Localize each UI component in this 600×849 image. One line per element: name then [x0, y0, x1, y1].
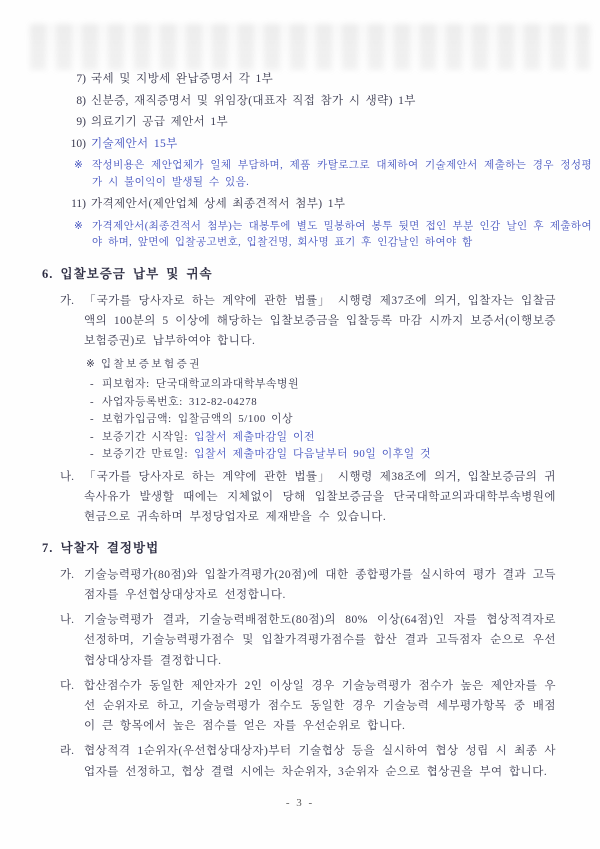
- item-text: 국세 및 지방세 완납증명서 각 1부: [91, 73, 274, 85]
- paragraph-text: 「국가를 당사자로 하는 계약에 관한 법률」 시행령 제37조에 의거, 입찰자는 입찰금액의 100분의 5 이상에 해당하는 입찰보증금을 입찰등록 마감 시까지 보증서(이행보증보험증권)로 납부하여야 합니다.: [84, 294, 556, 347]
- dash-marker: -: [90, 430, 95, 443]
- detail-label: 보증기간 시작일:: [102, 430, 189, 443]
- note-item11: [74, 219, 592, 252]
- paragraph-text: 기술능력평가(80점)와 입찰가격평가(20점)에 대한 종합평가를 실시하여 평가 결과 고득점자를 우선협상대상자로 선정합니다.: [84, 568, 556, 601]
- paragraph-ga: [60, 565, 556, 605]
- paragraph-text: 「국가를 당사자로 하는 계약에 관한 법률」 시행령 제38조에 의거, 입찰보증금의 귀속사유가 발생할 때에는 지체없이 당해 입찰보증금을 단국대학교의과대학부속병원에 현금으로 귀속하며 부정당업자로 제재받을 수 있습니다.: [84, 471, 556, 524]
- section-award-decision: [0, 541, 600, 782]
- paragraph-text: 협상적격 1순위자(우선협상대상자)부터 기술협상 등을 실시하여 협상 성립 시 최종 사업자를 선정하고, 협상 결렬 시에는 차순위자, 3순위자 순으로 협상권을 부여 합니다.: [84, 745, 556, 778]
- reference-mark-icon: ※: [74, 160, 83, 171]
- section-heading: 7. 낙찰자 결정방법: [42, 540, 160, 555]
- detail-value: 입찰서 제출마감일 다음날부터 90일 이후일 것: [194, 448, 432, 461]
- bond-detail-row: [90, 446, 600, 464]
- paragraph-label: 나.: [60, 614, 74, 627]
- scan-bleedthrough-artifact: [30, 24, 590, 70]
- bond-note-title: 입찰보증보험증권: [100, 359, 202, 371]
- detail-value: 단국대학교의과대학부속병원: [155, 378, 300, 391]
- list-item: [60, 94, 548, 108]
- paragraph-na: [60, 610, 556, 671]
- detail-label: 피보험자:: [102, 378, 150, 391]
- dash-marker: -: [90, 448, 95, 461]
- detail-value: 312-82-04278: [188, 395, 258, 408]
- reference-mark-icon: ※: [74, 220, 83, 232]
- section-bid-bond: [0, 267, 600, 528]
- item-text: 기술제안서 15부: [91, 137, 178, 150]
- item-number: 10): [70, 137, 86, 150]
- item-text: 가격제안서(제안업체 상세 최종견적서 첨부) 1부: [91, 198, 346, 210]
- paragraph-text: 합산점수가 동일한 제안자가 2인 이상일 경우 기술능력평가 점수가 높은 제안자를 우선 순위자로 하고, 기술능력평가 점수도 동일한 경우 기술능력 세부평가항목 중 배점이 큰 항목에서 높은 점수를 얻은 자를 우선순위로 합니다.: [84, 679, 556, 733]
- dash-marker: -: [90, 413, 95, 426]
- detail-value: 입찰금액의 5/100 이상: [177, 413, 294, 426]
- paragraph-label: 나.: [60, 471, 74, 484]
- page-number: - 3 -: [285, 797, 315, 809]
- detail-label: 보증기간 만료일:: [102, 448, 189, 461]
- dash-marker: -: [90, 395, 95, 408]
- paragraph-label: 가.: [60, 568, 74, 581]
- list-item: [60, 72, 548, 86]
- item-number: 9): [76, 116, 86, 128]
- note-text: 가격제안서(최종견적서 첨부)는 대봉투에 별도 밀봉하여 봉투 뒷면 접인 부분 인감 날인 후 제출하여야 하며, 앞면에 입찰공고번호, 입찰건명, 회사명 표기 후 인감날인 하여야 함: [92, 220, 592, 248]
- bond-certificate-note: [86, 356, 600, 373]
- bond-detail-row: [90, 429, 600, 447]
- detail-label: 보험가입금액:: [102, 413, 172, 426]
- list-item: [60, 115, 548, 129]
- bond-detail-row: [90, 394, 600, 412]
- paragraph-label: 라.: [60, 745, 74, 758]
- item-text: 의료기기 공급 제안서 1부: [91, 116, 229, 128]
- detail-value: 입찰서 제출마감일 이전: [194, 430, 316, 443]
- note-text: 작성비용은 제안업체가 일체 부담하며, 제품 카탈로그로 대체하여 기술제안서 제출하는 경우 정성평가 시 불이익이 발생될 수 있음.: [92, 160, 592, 188]
- dash-marker: -: [90, 378, 95, 391]
- item-number: 11): [71, 198, 86, 210]
- detail-label: 사업자등록번호:: [102, 395, 183, 408]
- attachment-list-continued: [60, 197, 548, 211]
- note-item10: [74, 158, 592, 191]
- paragraph-ra: [60, 741, 556, 781]
- reference-mark-icon: ※: [86, 359, 95, 371]
- paragraph-text: 기술능력평가 결과, 기술능력배점한도(80점)의 80% 이상(64점)인 자를 협상적격자로 선정하며, 기술능력평가점수 및 입찰가격평가점수를 합산 결과 고득점자 순으로 우선 협상대상자를 결정합니다.: [84, 614, 556, 667]
- bond-detail-row: [90, 411, 600, 429]
- item-number: 7): [76, 73, 86, 85]
- document-content: [0, 72, 600, 787]
- paragraph-na: [60, 467, 556, 528]
- paragraph-ga: [60, 291, 556, 352]
- paragraph-da: [60, 676, 556, 737]
- list-item: [60, 137, 548, 151]
- item-number: 8): [76, 94, 86, 107]
- list-item: [60, 197, 548, 211]
- paragraph-label: 다.: [60, 679, 74, 692]
- bond-details-list: [90, 376, 600, 464]
- section-heading: 6. 입찰보증금 납부 및 귀속: [42, 266, 213, 281]
- paragraph-label: 가.: [60, 294, 74, 307]
- attachment-list: [60, 72, 548, 151]
- bond-detail-row: [90, 376, 600, 394]
- item-text: 신분증, 재직증명서 및 위임장(대표자 직접 참가 시 생략) 1부: [91, 94, 416, 107]
